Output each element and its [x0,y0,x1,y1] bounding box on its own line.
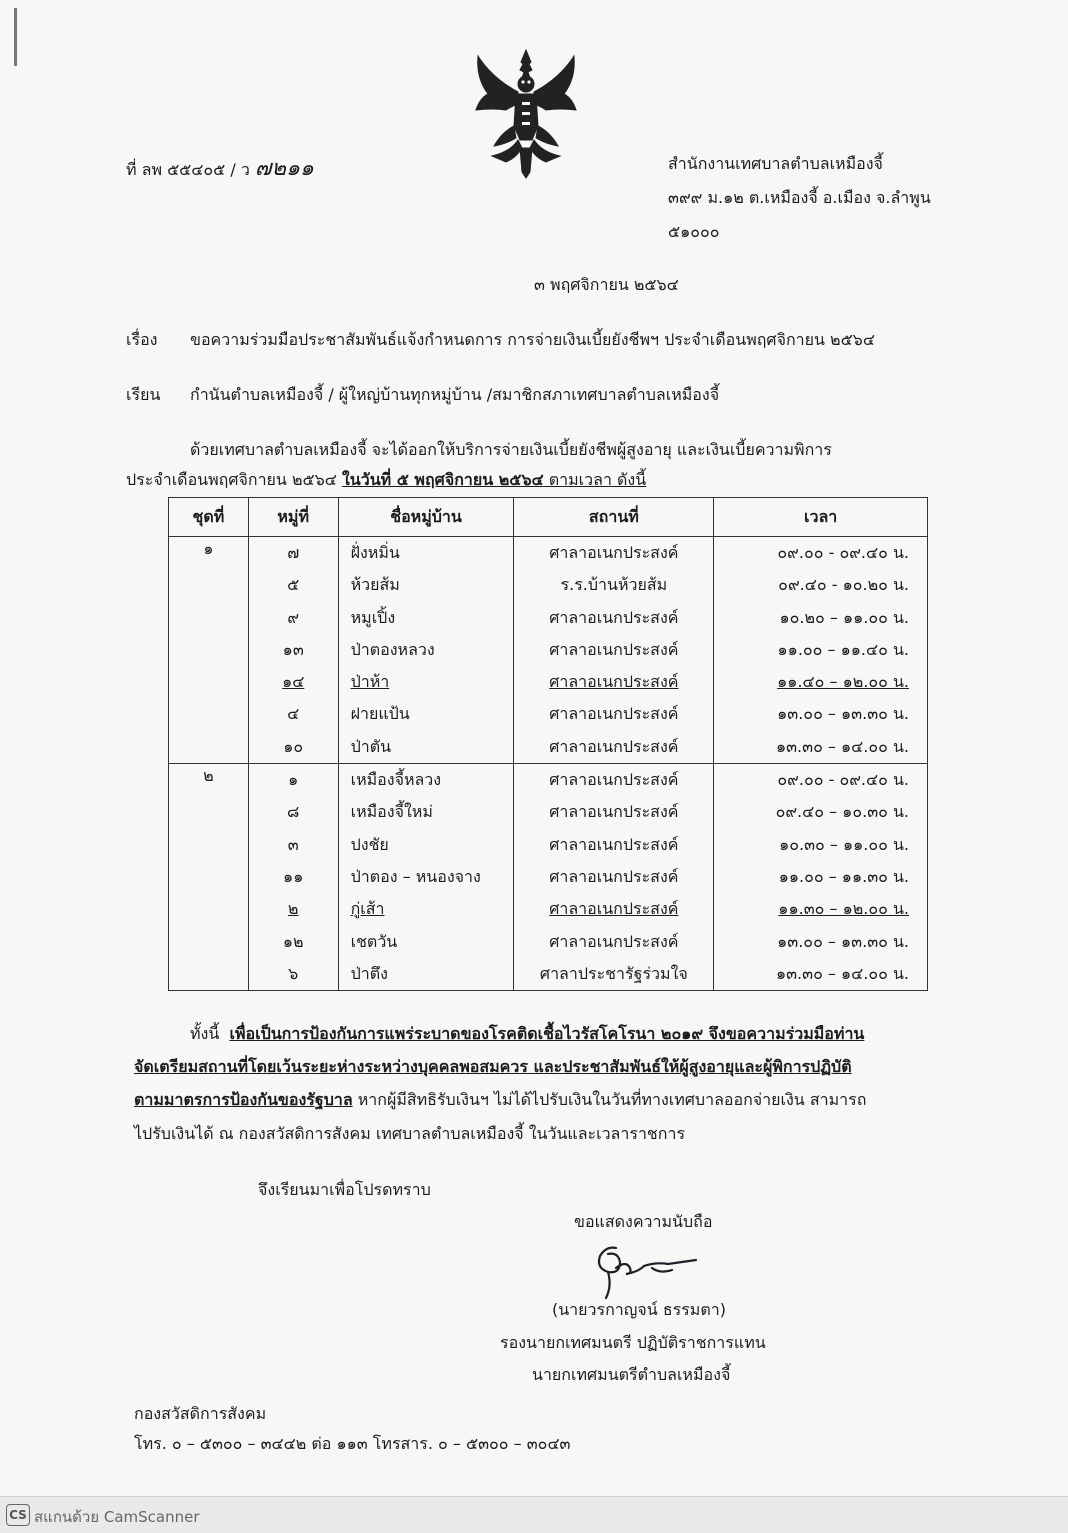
moo-column [248,764,338,991]
place-cell: ศาลาอเนกประสงค์ [549,704,679,724]
col-header-moo: หมู่ที่ [248,498,338,537]
notice-line-4: ไปรับเงินได้ ณ กองสวัสดิการสังคม เทศบาลตำบลเหมืองจี้ ในวันและเวลาราชการ [134,1124,686,1143]
table-header-row [169,498,928,537]
time-cell: ๐๙.๔๐ – ๑๐.๓๐ น. [775,802,909,822]
village-cell: เหมืองจี้หลวง [350,770,442,790]
notice-line-3-rest: หากผู้มีสิทธิรับเงินฯ ไม่ได้ไปรับเงินในวันที่ทางเทศบาลออกจ่ายเงิน สามารถ [352,1090,867,1109]
place-cell: ศาลาอเนกประสงค์ [549,736,679,756]
notice-line-2 [134,1055,852,1080]
time-cell: ๑๓.๓๐ – ๑๔.๐๐ น. [775,963,909,983]
notice-line-3-underlined: ตามมาตรการป้องกันของรัฐบาล [134,1090,353,1109]
time-cell: ๑๑.๐๐ – ๑๑.๓๐ น. [778,866,909,886]
village-cell: ป่าตัน [350,736,392,756]
closing-regards: ขอแสดงความนับถือ [574,1212,713,1231]
moo-cell: ๑๑ [283,866,304,886]
set-number-cell: ๒ [169,764,249,991]
village-cell: กู่เส้า [350,899,385,919]
signer-name: (นายวรกาญจน์ ธรรมตา) [552,1300,726,1319]
moo-cell: ๓ [287,834,299,854]
time-cell: ๑๓.๐๐ – ๑๓.๓๐ น. [777,931,909,951]
time-cell: ๑๑.๔๐ – ๑๒.๐๐ น. [777,672,909,692]
schedule-table [168,497,928,991]
place-cell: ศาลาอเนกประสงค์ [549,802,679,822]
notice-lead: ทั้งนี้ [190,1024,220,1043]
intro-line-1: ด้วยเทศบาลตำบลเหมืองจี้ จะได้ออกให้บริการจ่ายเงินเบี้ยยังชีพผู้สูงอายุ และเงินเบี้ยความพิการ [190,440,832,459]
notice-line-1-text: เพื่อเป็นการป้องกันการแพร่ระบาดของโรคติดเชื้อไวรัสโคโรนา ๒๐๑๙ จึงขอความร่วมมือท่าน [229,1024,865,1043]
place-cell: ศาลาอเนกประสงค์ [549,607,679,627]
time-cell: ๑๓.๐๐ – ๑๓.๓๐ น. [777,704,909,724]
reference-prefix: ที่ ลพ ๕๕๔๐๕ / ว [126,160,250,179]
moo-cell: ๔ [287,704,300,724]
place-cell: ศาลาอเนกประสงค์ [549,866,679,886]
contact-phone: โทร. ๐ – ๕๓๐๐ – ๓๔๔๒ ต่อ ๑๑๓ โทรสาร. ๐ – ๕๓๐๐ – ๓๐๔๓ [134,1434,571,1453]
notice-line-1 [190,1022,864,1047]
table-group-row [169,537,928,764]
intro-month: ประจำเดือนพฤศจิกายน ๒๕๖๔ [126,470,342,489]
village-cell: ปงชัย [350,834,389,854]
moo-cell: ๑๐ [283,736,304,756]
time-cell: ๑๐.๓๐ – ๑๑.๐๐ น. [779,834,909,854]
camscanner-text: สแกนด้วย CamScanner [34,1508,200,1526]
scanner-footer [0,1496,1068,1533]
moo-column [248,537,338,764]
village-cell: ป่าตึง [350,963,388,983]
handwritten-signature [586,1238,706,1306]
moo-cell: ๗ [287,543,300,562]
col-header-set: ชุดที่ [169,498,249,537]
place-cell: ศาลาอเนกประสงค์ [549,770,679,790]
signer-position-2: นายกเทศมนตรีตำบลเหมืองจี้ [532,1365,731,1384]
col-header-time: เวลา [714,498,928,537]
moo-cell: ๘ [287,802,300,822]
col-header-village: ชื่อหมู่บ้าน [338,498,514,537]
time-cell: ๐๙.๔๐ - ๑๐.๒๐ น. [778,575,909,595]
village-cell: ฝั่งหมิ่น [350,543,400,562]
recipient-text: กำนันตำบลเหมืองจี้ / ผู้ใหญ่บ้านทุกหมู่บ้าน /สมาชิกสภาเทศบาลตำบลเหมืองจี้ [190,385,720,404]
contact-division: กองสวัสดิการสังคม [134,1404,267,1423]
moo-cell: ๙ [287,607,300,627]
village-column [338,537,514,764]
intro-line-2 [126,468,646,493]
village-cell: ห้วยส้ม [350,575,400,595]
place-column [514,764,714,991]
time-cell: ๑๑.๐๐ – ๑๑.๔๐ น. [777,639,909,659]
subject-text: ขอความร่วมมือประชาสัมพันธ์แจ้งกำหนดการ การจ่ายเงินเบี้ยยังชีพฯ ประจำเดือนพฤศจิกายน ๒๕๖๔ [190,330,875,349]
moo-cell: ๕ [287,575,300,595]
table-group-row [169,764,928,991]
moo-cell: ๑๒ [282,931,304,951]
closing-inform: จึงเรียนมาเพื่อโปรดทราบ [258,1180,431,1199]
moo-cell: ๒ [287,899,299,919]
time-cell: ๐๙.๐๐ - ๐๙.๔๐ น. [777,770,909,790]
village-cell: เหมืองจี้ใหม่ [350,802,433,822]
time-column [714,537,928,764]
place-cell: ร.ร.บ้านห้วยส้ม [560,575,668,595]
place-cell: ศาลาอเนกประสงค์ [549,834,679,854]
village-cell: ป่าตอง – หนองจาง [350,866,481,886]
time-column [714,764,928,991]
intro-time-lead: ตามเวลา ดังนี้ [543,470,647,489]
recipient-label: เรียน [126,385,161,404]
place-cell: ศาลาอเนกประสงค์ [549,543,679,562]
col-header-place: สถานที่ [514,498,714,537]
notice-line-2-text: จัดเตรียมสถานที่โดยเว้นระยะห่างระหว่างบุคคลพอสมควร และประชาสัมพันธ์ให้ผู้สูงอายุและผู้พิการปฏิบัติ [134,1057,852,1076]
place-cell: ศาลาอเนกประสงค์ [549,672,679,692]
subject-label: เรื่อง [126,330,158,349]
set-number-cell: ๑ [169,537,249,764]
village-cell: ป่าห้า [350,672,390,692]
moo-cell: ๑๓ [282,639,304,659]
time-cell: ๑๐.๒๐ – ๑๑.๐๐ น. [779,607,909,627]
time-cell: ๑๑.๓๐ – ๑๒.๐๐ น. [778,899,909,919]
schedule-body [169,537,928,991]
village-cell: หมูเปิ้ง [350,607,396,627]
village-cell: ฝายแป้น [350,704,410,724]
place-column [514,537,714,764]
margin-mark [14,8,17,66]
village-cell: เชตวัน [350,931,398,951]
moo-cell: ๑ [288,770,299,790]
time-cell: ๐๙.๐๐ - ๐๙.๔๐ น. [777,543,909,562]
place-cell: ศาลาอเนกประสงค์ [549,639,679,659]
camscanner-logo: CS [6,1504,30,1526]
time-cell: ๑๓.๓๐ – ๑๔.๐๐ น. [775,736,909,756]
letter-date: ๓ พฤศจิกายน ๒๕๖๔ [534,275,679,294]
reference-number [126,150,314,185]
place-cell: ศาลาอเนกประสงค์ [549,899,679,919]
office-address: ๓๙๙ ม.๑๒ ต.เหมืองจี้ อ.เมือง จ.ลำพูน [668,188,931,207]
place-cell: ศาลาอเนกประสงค์ [549,931,679,951]
moo-cell: ๖ [288,963,299,983]
moo-cell: ๑๔ [282,672,305,692]
reference-handwritten-number: ๗๒๑๑ [254,156,314,181]
garuda-emblem-icon [472,48,580,180]
intro-date-highlight: ในวันที่ ๕ พฤศจิกายน ๒๕๖๔ [341,470,544,489]
place-cell: ศาลาประชารัฐร่วมใจ [539,963,688,983]
village-cell: ป่าตองหลวง [350,639,435,659]
signer-position-1: รองนายกเทศมนตรี ปฏิบัติราชการแทน [500,1333,766,1352]
notice-line-3 [134,1088,866,1113]
office-name: สำนักงานเทศบาลตำบลเหมืองจี้ [668,154,883,173]
village-column [338,764,514,991]
postal-code: ๕๑๐๐๐ [668,222,720,241]
